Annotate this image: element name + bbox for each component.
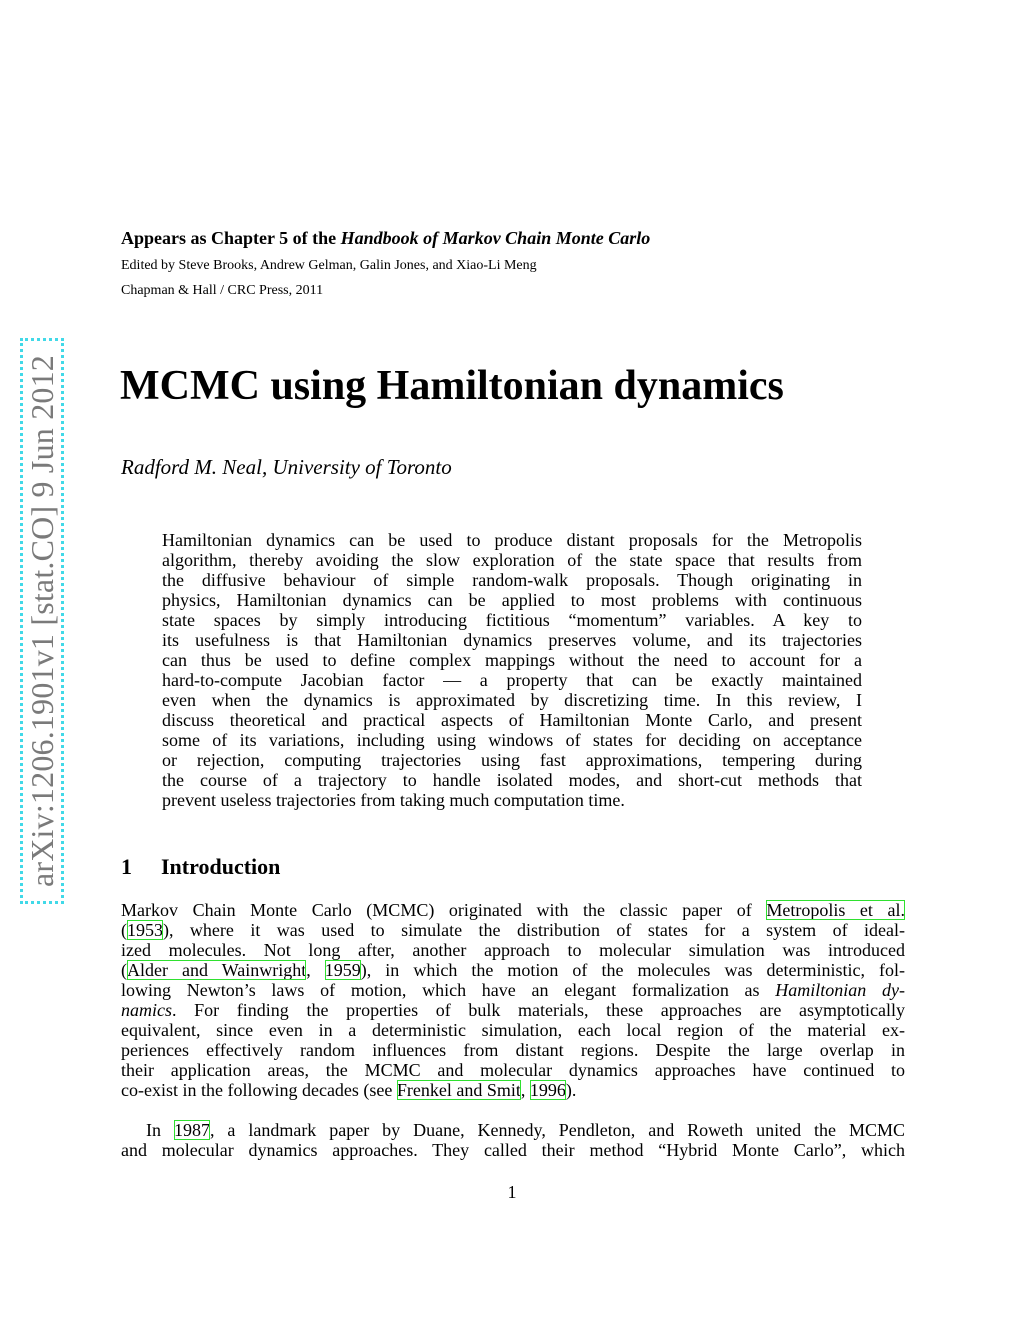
hamiltonian-dynamics-term: Hamiltonian dy- (775, 980, 905, 1000)
abstract-line: the course of a trajectory to handle isolated modes, and short-cut methods that (162, 770, 862, 790)
intro-line: (1953), where it was used to simulate the distribution of states for a system of ideal- (121, 920, 905, 940)
intro-line: their application areas, the MCMC and molecular dynamics approaches have continued to (121, 1060, 905, 1080)
citation-link-1953[interactable]: 1953 (127, 920, 163, 940)
citation-link-alder-wainwright[interactable]: Alder and Wainwright (127, 960, 307, 980)
history-line: In 1987, a landmark paper by Duane, Kennedy, Pendleton, and Roweth united the MCMC (146, 1120, 906, 1140)
chapter-note-prefix: Appears as Chapter 5 of the (121, 228, 341, 248)
section-number: 1 (121, 854, 132, 879)
citation-link-1987[interactable]: 1987 (173, 1120, 210, 1140)
abstract (162, 530, 862, 810)
author-line: Radford M. Neal, University of Toronto (121, 455, 452, 479)
intro-paragraph (121, 900, 905, 1100)
page-number: 1 (507, 1182, 517, 1202)
abstract-line: prevent useless trajectories from taking much computation time. (162, 790, 625, 810)
abstract-line: some of its variations, including using windows of states for deciding on acceptance (162, 730, 862, 750)
history-paragraph (121, 1120, 905, 1160)
section-title: Introduction (161, 854, 281, 879)
intro-line: Markov Chain Monte Carlo (MCMC) originated with the classic paper of Metropolis et al. (121, 900, 905, 920)
abstract-line: hard-to-compute Jacobian factor — a property that can be exactly maintained (162, 670, 862, 690)
abstract-line: its usefulness is that Hamiltonian dynamics preserves volume, and its trajectories (162, 630, 862, 650)
chapter-note (121, 228, 650, 249)
abstract-line: or rejection, computing trajectories using fast approximations, tempering during (162, 750, 862, 770)
citation-link-1996[interactable]: 1996 (529, 1080, 566, 1100)
abstract-line: Hamiltonian dynamics can be used to produce distant proposals for the Metropolis (162, 530, 862, 550)
intro-line: lowing Newton’s laws of motion, which have an elegant formalization as Hamiltonian dy- (121, 980, 905, 1000)
citation-link-frenkel-smit[interactable]: Frenkel and Smit (396, 1080, 521, 1100)
abstract-line: the diffusive behaviour of simple random-walk proposals. Though originating in (162, 570, 862, 590)
abstract-line: can thus be used to define complex mappings without the need to account for a (162, 650, 862, 670)
abstract-line: physics, Hamiltonian dynamics can be applied to most problems with continuous (162, 590, 862, 610)
publisher-line: Chapman & Hall / CRC Press, 2011 (121, 283, 324, 298)
abstract-line: even when the dynamics is approximated by discretizing time. In this review, I (162, 690, 862, 710)
editors-line: Edited by Steve Brooks, Andrew Gelman, Galin Jones, and Xiao-Li Meng (121, 258, 537, 273)
intro-line: namics. For finding the properties of bulk materials, these approaches are asymptotically (121, 1000, 905, 1020)
abstract-line: discuss theoretical and practical aspects of Hamiltonian Monte Carlo, and present (162, 710, 862, 730)
intro-line: equivalent, since even in a deterministic simulation, each local region of the material ex- (121, 1020, 905, 1040)
paper-title: MCMC using Hamiltonian dynamics (120, 363, 784, 409)
abstract-line: algorithm, thereby avoiding the slow exploration of the state space that results from (162, 550, 862, 570)
citation-link-1959[interactable]: 1959 (324, 960, 361, 980)
intro-line: co-exist in the following decades (see Frenkel and Smit, 1996). (121, 1080, 577, 1100)
handbook-title: Handbook of Markov Chain Monte Carlo (340, 228, 651, 248)
citation-link-metropolis[interactable]: Metropolis et al. (766, 900, 905, 920)
intro-line: periences effectively random influences from distant regions. Despite the large overlap in (121, 1040, 905, 1060)
hamiltonian-dynamics-term-cont: namics (121, 1000, 172, 1020)
history-line: and molecular dynamics approaches. They called their method “Hybrid Monte Carlo”, which (121, 1140, 905, 1160)
section-heading (121, 854, 280, 880)
intro-line: ized molecules. Not long after, another approach to molecular simulation was introduced (121, 940, 905, 960)
arxiv-identifier[interactable]: arXiv:1206.1901v1 [stat.CO] 9 Jun 2012 (23, 355, 60, 888)
arxiv-stamp[interactable] (20, 338, 64, 904)
intro-line: (Alder and Wainwright, 1959), in which the motion of the molecules was deterministic, fol- (121, 960, 905, 980)
abstract-line: state spaces by simply introducing fictitious “momentum” variables. A key to (162, 610, 862, 630)
